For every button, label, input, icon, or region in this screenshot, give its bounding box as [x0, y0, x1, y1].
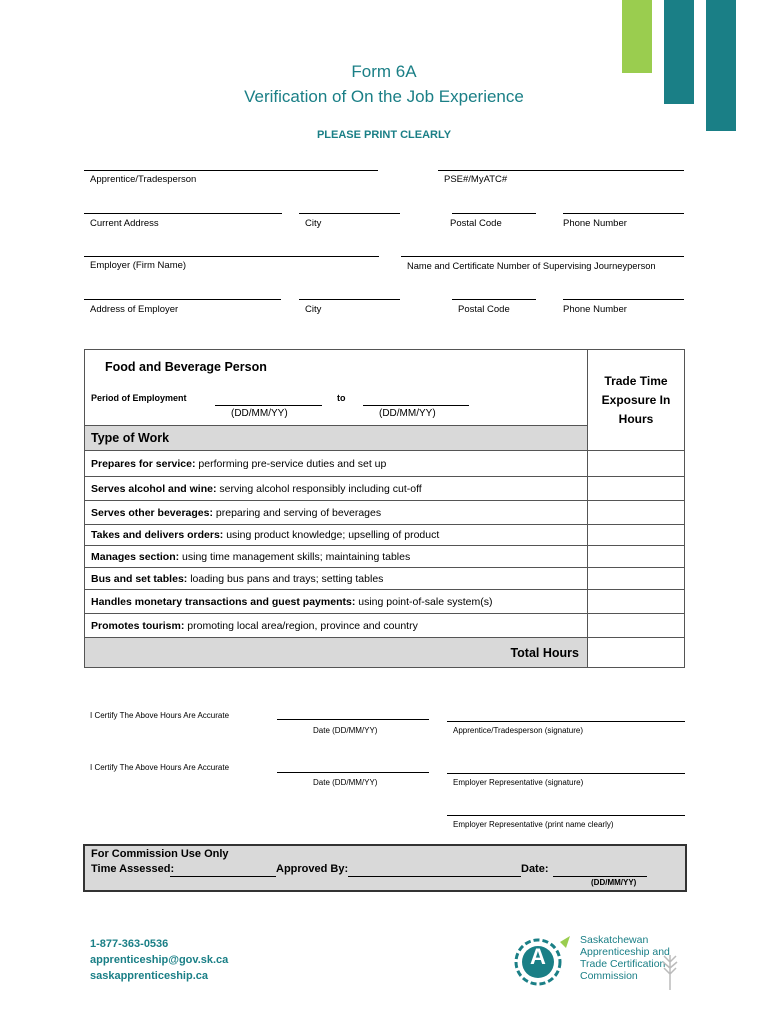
certify-statement-1: I Certify The Above Hours Are Accurate [90, 711, 230, 720]
hours-cell[interactable] [588, 501, 685, 525]
task-name: Handles monetary transactions and guest payments: [91, 595, 356, 608]
date-label: Date: [521, 863, 549, 875]
period-label: Period of Employment [91, 393, 187, 403]
commission-date-format: (DD/MM/YY) [591, 878, 637, 887]
print-name-line[interactable] [447, 815, 685, 816]
date-label-2: Date (DD/MM/YY) [313, 778, 378, 787]
work-experience-table [84, 349, 685, 668]
employer-label: Employer (Firm Name) [90, 260, 187, 271]
logo-line-4: Commission [580, 970, 638, 982]
print-name-label: Employer Representative (print name clearly) [453, 820, 614, 829]
postal-line-2[interactable] [452, 299, 536, 300]
hours-cell[interactable] [588, 590, 685, 614]
logo-letter: A [530, 944, 546, 969]
task-desc: preparing and serving of beverages [212, 506, 382, 519]
time-assessed-line[interactable] [170, 876, 276, 877]
date-line-2[interactable] [277, 772, 429, 773]
signature-line-2[interactable] [447, 773, 685, 774]
task-desc: loading bus pans and trays; setting tables [187, 572, 384, 585]
task-name: Promotes tourism: [91, 619, 185, 632]
trade-name: Food and Beverage Person [105, 360, 267, 374]
contact-email[interactable]: apprenticeship@gov.sk.ca [90, 954, 229, 966]
employer-line[interactable] [84, 256, 379, 257]
postal-label-2: Postal Code [458, 304, 510, 315]
contact-phone: 1-877-363-0536 [90, 938, 169, 950]
task-desc: using time management skills; maintaining tables [179, 550, 411, 563]
commission-logo [508, 932, 688, 992]
pse-label: PSE#/MyATC# [444, 174, 508, 185]
task-name: Prepares for service: [91, 457, 196, 470]
wheat-icon [660, 950, 680, 990]
approved-by-label: Approved By: [276, 863, 349, 875]
date-line[interactable] [553, 876, 647, 877]
postal-label-1: Postal Code [450, 218, 502, 229]
supervisor-label: Name and Certificate Number of Supervising Journeyperson [407, 261, 656, 271]
form-number: Form 6A [351, 62, 417, 81]
logo-line-2: Apprenticeship and [580, 946, 670, 958]
table-row [85, 614, 588, 638]
task-name: Bus and set tables: [91, 572, 188, 585]
hours-header-cell [588, 350, 685, 451]
current-address-line[interactable] [84, 213, 282, 214]
total-hours-label: Total Hours [85, 638, 588, 668]
total-hours-cell[interactable] [588, 638, 685, 668]
task-name: Manages section: [91, 550, 180, 563]
table-row [85, 477, 588, 501]
hours-cell[interactable] [588, 451, 685, 477]
city-label-2: City [305, 304, 322, 315]
supervisor-line[interactable] [401, 256, 684, 257]
phone-line-1[interactable] [563, 213, 684, 214]
period-start-line[interactable] [215, 405, 322, 406]
phone-label-2: Phone Number [563, 304, 627, 315]
hours-cell[interactable] [588, 614, 685, 638]
date-line-1[interactable] [277, 719, 429, 720]
date-format-end: (DD/MM/YY) [379, 408, 436, 419]
table-row [85, 590, 588, 614]
table-row [85, 525, 588, 546]
contact-website[interactable]: saskapprenticeship.ca [90, 970, 209, 982]
hours-cell[interactable] [588, 525, 685, 546]
signature-line-1[interactable] [447, 721, 685, 722]
table-row [85, 546, 588, 568]
hours-cell[interactable] [588, 477, 685, 501]
task-name: Serves other beverages: [91, 506, 213, 519]
current-address-label: Current Address [90, 218, 159, 229]
logo-line-1: Saskatchewan [580, 934, 649, 946]
print-instruction: PLEASE PRINT CLEARLY [316, 129, 452, 141]
employer-address-label: Address of Employer [90, 304, 179, 315]
phone-label-1: Phone Number [563, 218, 627, 229]
city-line-2[interactable] [299, 299, 400, 300]
hours-cell[interactable] [588, 546, 685, 568]
apprentice-label: Apprentice/Tradesperson [90, 174, 197, 185]
logo-text [580, 934, 670, 982]
hours-cell[interactable] [588, 568, 685, 590]
task-desc: using point-of-sale system(s) [355, 595, 493, 608]
period-end-line[interactable] [363, 405, 469, 406]
pse-line[interactable] [438, 170, 684, 171]
apprentice-line[interactable] [84, 170, 378, 171]
city-label-1: City [305, 218, 322, 229]
signature-label-1: Apprentice/Tradesperson (signature) [453, 726, 583, 735]
task-desc: using product knowledge; upselling of product [223, 529, 440, 541]
employer-address-line[interactable] [84, 299, 281, 300]
date-label-1: Date (DD/MM/YY) [313, 726, 378, 735]
logo-line-3: Trade Certification [580, 958, 666, 970]
date-format-start: (DD/MM/YY) [231, 408, 288, 419]
certify-statement-2: I Certify The Above Hours Are Accurate [90, 763, 230, 772]
task-name: Serves alcohol and wine: [91, 482, 217, 495]
trade-header-cell [85, 350, 588, 426]
approved-by-line[interactable] [348, 876, 521, 877]
city-line-1[interactable] [299, 213, 400, 214]
commission-box [83, 844, 687, 892]
table-row [85, 501, 588, 525]
form-title: Verification of On the Job Experience [244, 87, 524, 106]
time-assessed-label: Time Assessed: [91, 863, 175, 875]
task-name: Takes and delivers orders: [91, 529, 224, 541]
table-row [85, 568, 588, 590]
task-desc: serving alcohol responsibly including cut-off [216, 482, 422, 495]
signature-label-2: Employer Representative (signature) [453, 778, 584, 787]
task-desc: performing pre-service duties and set up [195, 457, 387, 470]
to-label: to [337, 393, 346, 403]
phone-line-2[interactable] [563, 299, 684, 300]
table-row [85, 451, 588, 477]
task-desc: promoting local area/region, province and country [184, 619, 418, 632]
postal-line-1[interactable] [452, 213, 536, 214]
commission-title: For Commission Use Only [91, 848, 229, 860]
type-of-work-header: Type of Work [85, 426, 588, 451]
hours-header: Trade Time Exposure In Hours [601, 373, 671, 426]
